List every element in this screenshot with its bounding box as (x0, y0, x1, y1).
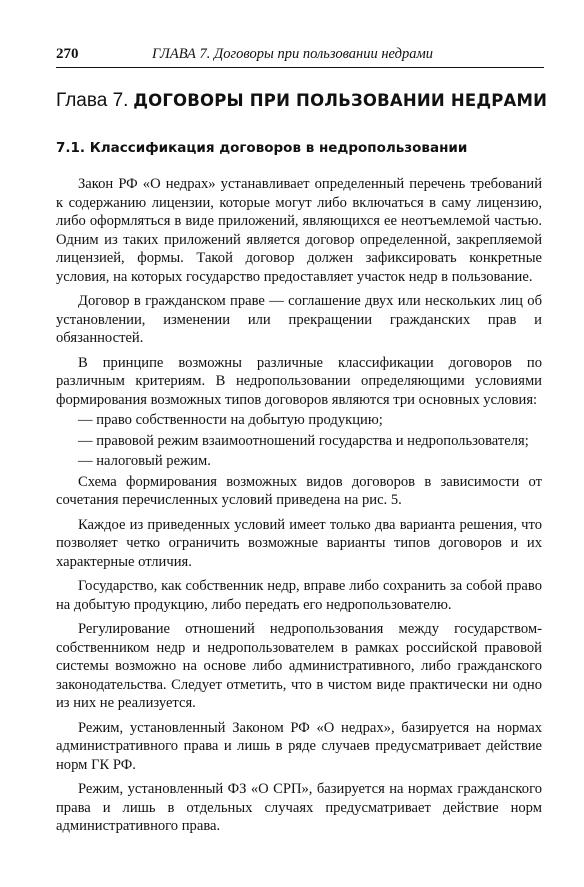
paragraph-subsoil-law-regime: Режим, установленный Законом РФ «О недрах», базируется на нормах административного права и лишь в ряде случаев предусматривает действие норм ГК РФ. (56, 719, 542, 773)
paragraph-scheme: Схема формирования возможных видов договоров в зависимости от сочетания перечисленных условий приведена на рис. 5. (56, 473, 542, 508)
page-number: 270 (56, 46, 79, 62)
paragraph-psa-regime: Режим, установленный ФЗ «О СРП», базируется на нормах гражданского права и лишь в отдельных случаях предусматривает действие норм административного права. (56, 781, 542, 834)
chapter-title: ДОГОВОРЫ ПРИ ПОЛЬЗОВАНИИ НЕДРАМИ (133, 91, 548, 110)
paragraph-3: В принципе возможны различные классификации договоров по различным критериям. В недропользовании определяющими условиями формирования возможных типов договоров являются три основных условия: (56, 354, 542, 408)
chapter-label: Глава 7. (56, 90, 129, 111)
body-text (56, 175, 542, 842)
paragraph-state-owner: Государство, как собственник недр, вправе либо сохранить за собой право на добытую продукцию, либо передать его недропользователю. (56, 578, 542, 613)
list-item-tax-regime: — налоговый режим. (78, 453, 211, 469)
paragraph-regulation: Регулирование отношений недропользования между государством-собственником недр и недропользователем в рамках российской правовой системы возможно на основе либо административного, либо гражданского законодательства. Следует отметить, что в чистом виде практически ни одно из них не реализуется. (56, 621, 542, 711)
chapter-heading (56, 89, 556, 113)
running-title: ГЛАВА 7. Договоры при пользовании недрами (152, 46, 433, 62)
section-title: 7.1. Классификация договоров в недропользовании (56, 140, 468, 156)
paragraph-variants: Каждое из приведенных условий имеет только два варианта решения, что позволяет четко ограничить возможные варианты типов договоров и их характерные отличия. (56, 516, 542, 570)
list-item-legal-regime: — правовой режим взаимоотношений государства и недропользователя; (78, 432, 529, 449)
paragraph-1: Закон РФ «О недрах» устанавливает определенный перечень требований к содержанию лицензии, которые могут либо включаться в саму лицензию, либо оформляться в виде приложений, являющихся ее неотъемлемой частью. Одним из таких приложений является договор определенной, закрепляемой лицензией, формы. Такой договор должен зафиксировать конкретные условия, на которых государство предоставляет участок недр в пользование. (56, 176, 542, 285)
running-header (56, 44, 544, 64)
header-rule (56, 67, 544, 68)
list-item-ownership: — право собственности на добытую продукцию; (78, 412, 383, 428)
paragraph-2: Договор в гражданском праве — соглашение двух или нескольких лиц об установлении, изменении или прекращении гражданских прав и обязанностей. (56, 293, 542, 346)
